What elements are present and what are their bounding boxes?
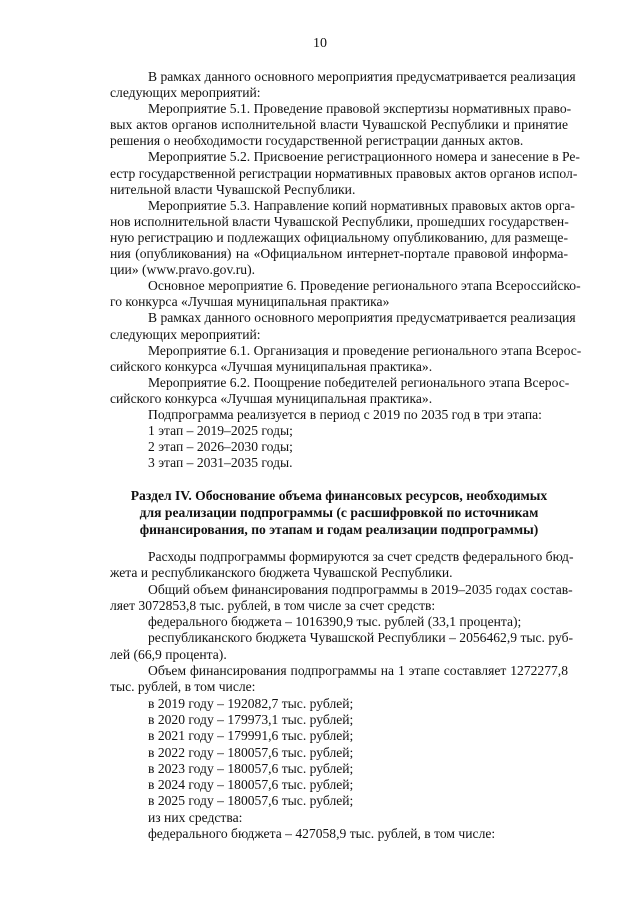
text-line: в 2022 году – 180057,6 тыс. рублей;: [148, 744, 354, 760]
paragraph: [110, 439, 568, 455]
paragraph: [110, 342, 582, 375]
text-line: республиканского бюджета Чувашской Республики – 2056462,9 тыс. руб-: [148, 630, 574, 646]
text-line: В рамках данного основного мероприятия предусматривается реализация: [148, 310, 576, 326]
paragraph: [110, 375, 568, 407]
text-line: решения о необходимости государственной регистрации данных актов.: [110, 133, 524, 149]
text-line: вых актов органов исполнительной власти Чувашской Республики и принятие: [110, 117, 568, 133]
section-heading: [110, 487, 568, 538]
paragraph: [110, 777, 568, 793]
paragraph: [110, 581, 573, 615]
text-line: Объем финансирования подпрограммы на 1 этапе составляет 1272277,8: [148, 663, 568, 679]
body-text-financing: [110, 549, 574, 842]
text-line: в 2023 году – 180057,6 тыс. рублей;: [148, 760, 354, 776]
paragraph: [110, 630, 574, 663]
paragraph: [110, 549, 574, 582]
text-line: Подпрограмма реализуется в период с 2019 по 2035 год в три этапа:: [148, 406, 542, 422]
text-line: следующих мероприятий:: [110, 85, 261, 101]
text-line: в 2025 году – 180057,6 тыс. рублей;: [148, 793, 354, 809]
paragraph: [110, 761, 568, 777]
paragraph: [110, 614, 568, 630]
text-line: в 2019 году – 192082,7 тыс. рублей;: [148, 695, 354, 711]
text-line: Мероприятие 5.2. Присвоение регистрационного номера и занесение в Ре-: [148, 149, 580, 165]
text-line: Расходы подпрограммы формируются за счет средств федерального бюд-: [148, 549, 574, 564]
paragraph: [110, 712, 568, 728]
text-line: федерального бюджета – 1016390,9 тыс. рублей (33,1 процента);: [148, 614, 522, 630]
paragraph: [110, 69, 576, 101]
text-line: тыс. рублей, в том числе:: [110, 679, 256, 695]
text-line: Мероприятие 6.1. Организация и проведение регионального этапа Всерос-: [148, 342, 582, 358]
text-line: нительной власти Чувашской Республики.: [110, 181, 356, 197]
paragraph: [110, 149, 580, 197]
paragraph: [110, 696, 568, 712]
heading-line: финансирования, по этапам и годам реализации подпрограммы): [139, 522, 539, 537]
paragraph: [110, 101, 572, 149]
text-line: федерального бюджета – 427058,9 тыс. рублей, в том числе:: [148, 826, 496, 842]
text-line: лей (66,9 процента).: [110, 646, 227, 662]
text-line: естр государственной регистрации нормативных правовых актов органов испол-: [110, 165, 578, 181]
text-line: в 2021 году – 179991,6 тыс. рублей;: [148, 728, 354, 744]
paragraph: [110, 407, 568, 423]
text-line: нов исполнительной власти Чувашской Республики, прошедших государствен-: [110, 213, 569, 229]
text-line: в 2020 году – 179973,1 тыс. рублей;: [148, 711, 354, 727]
text-line: Основное мероприятие 6. Проведение регионального этапа Всероссийско-: [148, 278, 581, 294]
heading-line: для реализации подпрограммы (с расшифровкой по источникам: [139, 505, 539, 520]
text-line: 1 этап – 2019–2025 годы;: [148, 423, 293, 439]
text-line: го конкурса «Лучшая муниципальная практика»: [110, 294, 390, 310]
text-line: Мероприятие 5.3. Направление копий нормативных правовых актов орга-: [148, 197, 575, 213]
paragraph: [110, 423, 568, 439]
text-line: из них средства:: [148, 809, 243, 825]
text-line: жета и республиканского бюджета Чувашской Республики.: [110, 565, 453, 581]
text-line: ляет 3072853,8 тыс. рублей, в том числе за счет средств:: [110, 597, 436, 613]
text-line: в 2024 году – 180057,6 тыс. рублей;: [148, 777, 354, 793]
text-line: ния (опубликования) на «Официальном интернет-портале правовой информа-: [110, 246, 568, 262]
text-line: 2 этап – 2026–2030 годы;: [148, 439, 293, 455]
text-line: В рамках данного основного мероприятия предусматривается реализация: [148, 69, 576, 84]
paragraph: [110, 745, 568, 761]
paragraph: [110, 728, 568, 744]
paragraph: [110, 197, 575, 278]
text-line: сийского конкурса «Лучшая муниципальная практика».: [110, 390, 433, 406]
text-line: ную регистрацию и подлежащих официальному опубликованию, для размеще-: [110, 229, 568, 245]
paragraph: [110, 810, 568, 826]
paragraph: [110, 793, 568, 809]
text-line: следующих мероприятий:: [110, 326, 261, 342]
text-line: 3 этап – 2031–2035 годы.: [148, 455, 293, 471]
text-line: ции» (www.pravo.gov.ru).: [110, 262, 256, 278]
body-text-measures: [110, 69, 582, 471]
paragraph: [110, 310, 576, 342]
text-line: Мероприятие 5.1. Проведение правовой экспертизы нормативных право-: [148, 101, 572, 117]
heading-line: Раздел IV. Обоснование объема финансовых ресурсов, необходимых: [130, 488, 548, 503]
text-line: сийского конкурса «Лучшая муниципальная практика».: [110, 358, 433, 374]
paragraph: [110, 278, 581, 310]
paragraph: [110, 455, 568, 471]
text-line: Мероприятие 6.2. Поощрение победителей регионального этапа Всерос-: [148, 374, 570, 390]
paragraph: [110, 663, 568, 696]
paragraph: [110, 826, 568, 842]
text-line: Общий объем финансирования подпрограммы в 2019–2035 годах состав-: [148, 581, 573, 597]
page-number: 10: [313, 36, 327, 51]
